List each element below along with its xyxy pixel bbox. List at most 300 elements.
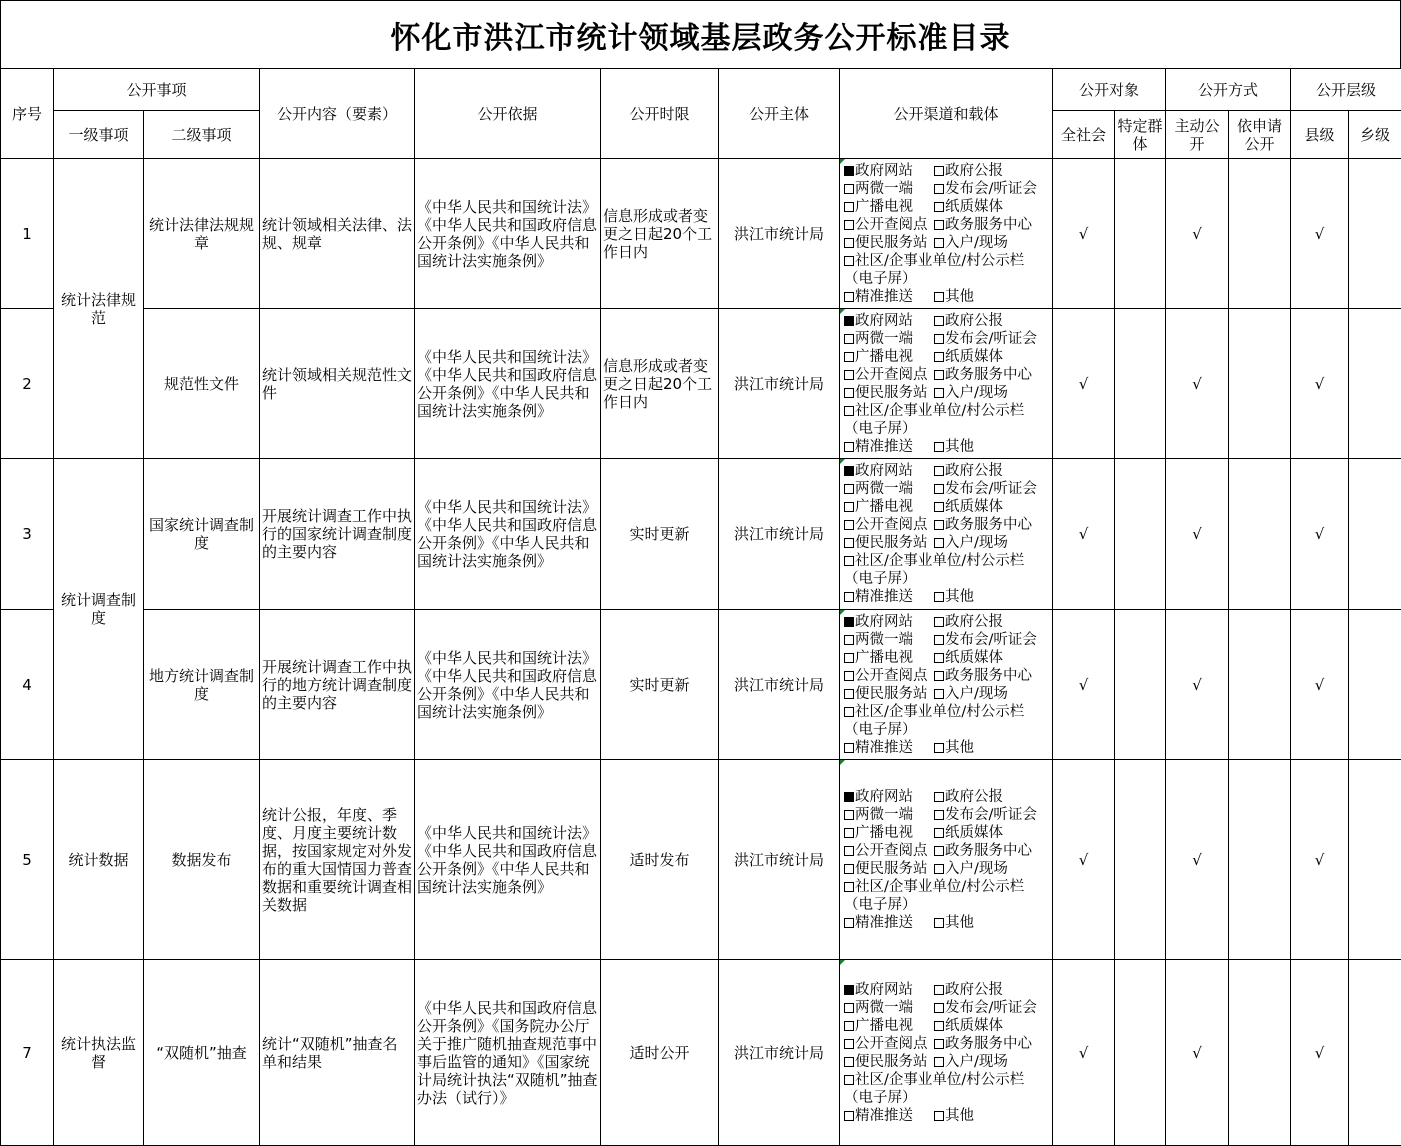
channel-option [844, 234, 934, 252]
channel-option-label: 其他 [945, 1107, 975, 1124]
unchecked-box-icon [934, 1021, 944, 1031]
channel-option [844, 216, 934, 234]
channel-option [844, 631, 934, 649]
unchecked-box-icon [934, 1003, 944, 1013]
channel-line [844, 420, 1050, 438]
check-object-all: √ [1053, 960, 1115, 1146]
cell-object-specific [1115, 159, 1166, 309]
unchecked-box-icon [844, 238, 854, 248]
channel-option-label: 便民服务站 [855, 384, 928, 401]
channel-line [844, 216, 1050, 234]
channel-option-label: 广播电视 [855, 499, 914, 515]
cell-level-town [1349, 960, 1401, 1146]
unchecked-box-icon [934, 442, 944, 452]
channel-option-label: 政府网站 [855, 788, 914, 805]
row-subject: 洪江市统计局 [719, 610, 840, 760]
unchecked-box-icon [934, 792, 944, 802]
unchecked-box-icon [844, 882, 854, 892]
channel-line [844, 878, 1050, 896]
channel-option-label: 广播电视 [855, 649, 914, 666]
row-level1: 统计法律规范 [54, 159, 144, 459]
channel-option-label: 政府网站 [855, 312, 914, 329]
channel-option [844, 498, 934, 516]
check-method-active: √ [1166, 760, 1229, 960]
check-object-all: √ [1053, 610, 1115, 760]
unchecked-box-icon [844, 388, 854, 398]
row-basis: 《中华人民共和国统计法》《中华人民共和国政府信息公开条例》《中华人民共和国统计法实施条例》 [415, 459, 601, 610]
channel-option-label: 政府公报 [945, 162, 1004, 179]
channel-option [844, 162, 934, 180]
channel-line [844, 162, 1050, 180]
channel-option [844, 180, 934, 198]
channel-option [934, 1017, 1003, 1035]
channel-line [844, 631, 1050, 649]
unchecked-box-icon [934, 202, 944, 212]
channel-option-label: 广播电视 [855, 198, 914, 215]
row-content: 统计“双随机”抽查名单和结果 [260, 960, 415, 1146]
channel-line [844, 438, 1050, 456]
row-level1: 统计数据 [54, 760, 144, 960]
channel-line [844, 824, 1050, 842]
unchecked-box-icon [844, 707, 854, 717]
channel-option [934, 438, 974, 456]
unchecked-box-icon [934, 828, 944, 838]
unchecked-box-icon [844, 653, 854, 663]
channel-line [844, 739, 1050, 757]
header-level-county: 县级 [1291, 111, 1349, 159]
channel-option [934, 1053, 1008, 1071]
row-index: 5 [1, 760, 54, 960]
cell-method-apply [1229, 159, 1291, 309]
unchecked-box-icon [934, 846, 944, 856]
channel-option [934, 631, 1037, 649]
channel-line [844, 999, 1050, 1017]
channel-option [844, 999, 934, 1017]
unchecked-box-icon [934, 635, 944, 645]
unchecked-box-icon [844, 406, 854, 416]
channel-option [844, 842, 934, 860]
channel-option [934, 366, 1032, 384]
row-content: 开展统计调查工作中执行的国家统计调查制度的主要内容 [260, 459, 415, 610]
channel-option-label: 两微一端 [855, 481, 914, 497]
channel-line [844, 588, 1050, 606]
unchecked-box-icon [844, 484, 854, 494]
channel-option-label: 两微一端 [855, 180, 914, 197]
channel-option [844, 534, 934, 552]
channel-option-label: 发布会/听证会 [945, 631, 1037, 648]
channel-option [934, 981, 1003, 999]
channel-option [844, 480, 934, 498]
unchecked-box-icon [934, 292, 944, 302]
channel-option-label: 政务服务中心 [945, 667, 1033, 684]
header-basis: 公开依据 [415, 69, 601, 159]
cell-object-specific [1115, 309, 1166, 459]
row-time-limit: 适时公开 [601, 960, 719, 1146]
checked-box-icon [844, 316, 854, 326]
channel-option [844, 552, 1024, 570]
channel-option [844, 1107, 934, 1125]
check-level-county: √ [1291, 960, 1349, 1146]
header-level: 公开层级 [1291, 69, 1401, 111]
unchecked-box-icon [844, 520, 854, 530]
header-content: 公开内容（要素） [260, 69, 415, 159]
unchecked-box-icon [934, 166, 944, 176]
channel-option-label: 其他 [945, 914, 975, 931]
unchecked-box-icon [934, 484, 944, 494]
unchecked-box-icon [934, 352, 944, 362]
channel-line [844, 721, 1050, 739]
channel-line [844, 1089, 1050, 1107]
row-content: 开展统计调查工作中执行的地方统计调查制度的主要内容 [260, 610, 415, 760]
table-row [1, 309, 1401, 459]
header-row-1 [1, 69, 1401, 111]
row-subject: 洪江市统计局 [719, 309, 840, 459]
channel-option-label: 发布会/听证会 [945, 180, 1037, 197]
channel-option-label: 两微一端 [855, 631, 914, 648]
channel-option-label: 两微一端 [855, 999, 914, 1016]
channel-option [934, 348, 1003, 366]
unchecked-box-icon [844, 846, 854, 856]
channel-line [844, 914, 1050, 932]
unchecked-box-icon [844, 256, 854, 266]
unchecked-box-icon [934, 184, 944, 194]
check-level-county: √ [1291, 159, 1349, 309]
channel-option [844, 1035, 934, 1053]
channel-option [844, 860, 934, 878]
channel-option [934, 312, 1003, 330]
channel-option [844, 366, 934, 384]
channel-option [844, 516, 934, 534]
catalog-table [0, 68, 1401, 1146]
channel-option-label: 两微一端 [855, 330, 914, 347]
header-method: 公开方式 [1166, 69, 1291, 111]
channel-line [844, 1017, 1050, 1035]
channel-option [934, 739, 974, 757]
channel-cell [840, 309, 1053, 459]
channel-option-label: 便民服务站 [855, 535, 928, 551]
channel-option [934, 516, 1032, 534]
row-subject: 洪江市统计局 [719, 760, 840, 960]
row-time-limit: 信息形成或者变更之日起20个工作日内 [601, 159, 719, 309]
channel-option-label: （电子屏） [844, 420, 917, 437]
unchecked-box-icon [844, 635, 854, 645]
check-method-active: √ [1166, 960, 1229, 1146]
cell-object-specific [1115, 960, 1166, 1146]
channel-option-label: 精准推送 [855, 589, 914, 605]
channel-option-label: 纸质媒体 [945, 1017, 1004, 1034]
channel-option-label: 便民服务站 [855, 685, 928, 702]
row-level2: 统计法律法规规章 [144, 159, 260, 309]
check-level-county: √ [1291, 459, 1349, 610]
channel-option [844, 613, 934, 631]
channel-option [934, 462, 1003, 480]
unchecked-box-icon [934, 502, 944, 512]
channel-option [934, 914, 974, 932]
cell-level-town [1349, 459, 1401, 610]
checked-box-icon [844, 985, 854, 995]
channel-line [844, 348, 1050, 366]
unchecked-box-icon [844, 828, 854, 838]
channel-option [844, 896, 917, 914]
unchecked-box-icon [844, 538, 854, 548]
channel-option-label: 政务服务中心 [945, 366, 1033, 383]
unchecked-box-icon [934, 388, 944, 398]
unchecked-box-icon [934, 671, 944, 681]
check-object-all: √ [1053, 309, 1115, 459]
channel-option [934, 649, 1003, 667]
cell-method-apply [1229, 610, 1291, 760]
row-content: 统计领域相关规范性文件 [260, 309, 415, 459]
channel-option-label: 政府网站 [855, 463, 914, 479]
unchecked-box-icon [934, 864, 944, 874]
channel-option-label: 纸质媒体 [945, 649, 1004, 666]
header-index: 序号 [1, 69, 54, 159]
cell-comment-marker [840, 960, 845, 965]
cell-level-town [1349, 309, 1401, 459]
check-method-active: √ [1166, 459, 1229, 610]
channel-option-label: 社区/企事业单位/村公示栏 [855, 878, 1025, 895]
channel-line [844, 270, 1050, 288]
channel-option [844, 649, 934, 667]
channel-option-label: 入户/现场 [945, 384, 1008, 401]
row-level2: 数据发布 [144, 760, 260, 960]
channel-option [844, 312, 934, 330]
unchecked-box-icon [934, 810, 944, 820]
channel-option-label: 入户/现场 [945, 685, 1008, 702]
channel-option [934, 806, 1037, 824]
unchecked-box-icon [844, 352, 854, 362]
unchecked-box-icon [934, 538, 944, 548]
unchecked-box-icon [934, 1039, 944, 1049]
channel-line [844, 462, 1050, 480]
channel-option [844, 348, 934, 366]
channel-line [844, 788, 1050, 806]
channel-line [844, 649, 1050, 667]
channel-option-label: 政务服务中心 [945, 517, 1033, 533]
channel-option [934, 498, 1003, 516]
channel-line [844, 842, 1050, 860]
channel-line [844, 498, 1050, 516]
check-object-all: √ [1053, 459, 1115, 610]
channel-option [844, 878, 1024, 896]
unchecked-box-icon [844, 810, 854, 820]
channel-line [844, 613, 1050, 631]
channel-option [844, 981, 934, 999]
unchecked-box-icon [934, 316, 944, 326]
check-method-active: √ [1166, 159, 1229, 309]
channel-option [844, 739, 934, 757]
unchecked-box-icon [934, 592, 944, 602]
header-method-active: 主动公开 [1166, 111, 1229, 159]
checked-box-icon [844, 617, 854, 627]
row-level2: 规范性文件 [144, 309, 260, 459]
unchecked-box-icon [844, 1111, 854, 1121]
row-index: 3 [1, 459, 54, 610]
channel-line [844, 516, 1050, 534]
unchecked-box-icon [844, 220, 854, 230]
unchecked-box-icon [844, 1075, 854, 1085]
row-level2: 国家统计调查制度 [144, 459, 260, 610]
channel-option-label: 发布会/听证会 [945, 806, 1037, 823]
cell-level-town [1349, 760, 1401, 960]
channel-option [844, 1053, 934, 1071]
channel-option [844, 384, 934, 402]
row-index: 2 [1, 309, 54, 459]
channel-line [844, 180, 1050, 198]
channel-option [934, 613, 1003, 631]
unchecked-box-icon [844, 689, 854, 699]
header-subject: 公开主体 [719, 69, 840, 159]
table-row [1, 760, 1401, 960]
unchecked-box-icon [934, 1111, 944, 1121]
channel-option-label: 纸质媒体 [945, 198, 1004, 215]
row-time-limit: 信息形成或者变更之日起20个工作日内 [601, 309, 719, 459]
channel-option-label: 广播电视 [855, 348, 914, 365]
channel-option [844, 1071, 1024, 1089]
channel-cell [840, 760, 1053, 960]
channel-option [934, 860, 1008, 878]
channel-option-label: 政府公报 [945, 981, 1004, 998]
channel-option-label: 公开查阅点 [855, 517, 928, 533]
channel-option [934, 588, 974, 606]
channel-line [844, 667, 1050, 685]
channel-option [934, 480, 1037, 498]
channel-option [934, 330, 1037, 348]
channel-option-label: 政务服务中心 [945, 216, 1033, 233]
channel-cell [840, 610, 1053, 760]
channel-line [844, 806, 1050, 824]
channel-line [844, 384, 1050, 402]
header-level1: 一级事项 [54, 111, 144, 159]
channel-option-label: 发布会/听证会 [945, 999, 1037, 1016]
channel-option [844, 330, 934, 348]
channel-option-label: 入户/现场 [945, 1053, 1008, 1070]
row-basis: 《中华人民共和国统计法》《中华人民共和国政府信息公开条例》《中华人民共和国统计法实施条例》 [415, 610, 601, 760]
header-level2: 二级事项 [144, 111, 260, 159]
check-object-all: √ [1053, 760, 1115, 960]
row-basis: 《中华人民共和国统计法》《中华人民共和国政府信息公开条例》《中华人民共和国统计法实施条例》 [415, 309, 601, 459]
cell-method-apply [1229, 459, 1291, 610]
unchecked-box-icon [934, 466, 944, 476]
row-level1: 统计执法监督 [54, 960, 144, 1146]
channel-option-label: 公开查阅点 [855, 366, 928, 383]
channel-line [844, 896, 1050, 914]
cell-comment-marker [840, 159, 845, 164]
channel-line [844, 234, 1050, 252]
row-level2: 地方统计调查制度 [144, 610, 260, 760]
unchecked-box-icon [844, 556, 854, 566]
channel-option [934, 384, 1008, 402]
channel-line [844, 330, 1050, 348]
channel-option [934, 1035, 1032, 1053]
row-index: 1 [1, 159, 54, 309]
channel-line [844, 1071, 1050, 1089]
channel-line [844, 703, 1050, 721]
channel-line [844, 288, 1050, 306]
table-row [1, 610, 1401, 760]
unchecked-box-icon [934, 1057, 944, 1067]
channel-line [844, 1035, 1050, 1053]
channel-option-label: 纸质媒体 [945, 499, 1004, 515]
channel-option [844, 588, 934, 606]
row-subject: 洪江市统计局 [719, 459, 840, 610]
row-level2: “双随机”抽查 [144, 960, 260, 1146]
channel-option [844, 685, 934, 703]
channel-option [844, 667, 934, 685]
unchecked-box-icon [934, 918, 944, 928]
channel-line [844, 534, 1050, 552]
channel-option [844, 1089, 917, 1107]
channel-option-label: 广播电视 [855, 824, 914, 841]
unchecked-box-icon [844, 1039, 854, 1049]
row-basis: 《中华人民共和国政府信息公开条例》《国务院办公厅关于推广随机抽查规范事中事后监管的通知》《国家统计局统计执法“双随机”抽查办法（试行）》 [415, 960, 601, 1146]
unchecked-box-icon [844, 1021, 854, 1031]
unchecked-box-icon [934, 370, 944, 380]
channel-option [844, 402, 1024, 420]
unchecked-box-icon [844, 918, 854, 928]
checked-box-icon [844, 792, 854, 802]
unchecked-box-icon [844, 1003, 854, 1013]
row-basis: 《中华人民共和国统计法》《中华人民共和国政府信息公开条例》《中华人民共和国统计法实施条例》 [415, 760, 601, 960]
channel-option-label: 公开查阅点 [855, 1035, 928, 1052]
channel-line [844, 570, 1050, 588]
cell-comment-marker [840, 610, 845, 615]
row-basis: 《中华人民共和国统计法》《中华人民共和国政府信息公开条例》《中华人民共和国统计法实施条例》 [415, 159, 601, 309]
header-matters: 公开事项 [54, 69, 260, 111]
channel-line [844, 552, 1050, 570]
channel-option [844, 198, 934, 216]
channel-option-label: 发布会/听证会 [945, 481, 1037, 497]
header-object-specific: 特定群体 [1115, 111, 1166, 159]
channel-option-label: 精准推送 [855, 438, 914, 455]
row-index: 4 [1, 610, 54, 760]
checked-box-icon [844, 466, 854, 476]
unchecked-box-icon [844, 743, 854, 753]
cell-method-apply [1229, 309, 1291, 459]
channel-option [844, 462, 934, 480]
channel-option-label: （电子屏） [844, 1089, 917, 1106]
channel-option-label: 政府网站 [855, 162, 914, 179]
cell-method-apply [1229, 960, 1291, 1146]
row-time-limit: 适时发布 [601, 760, 719, 960]
cell-level-town [1349, 610, 1401, 760]
channel-option-label: 入户/现场 [945, 535, 1008, 551]
row-subject: 洪江市统计局 [719, 159, 840, 309]
channel-option [844, 270, 917, 288]
channel-option-label: 其他 [945, 589, 975, 605]
check-method-active: √ [1166, 309, 1229, 459]
channel-line [844, 402, 1050, 420]
unchecked-box-icon [934, 985, 944, 995]
row-subject: 洪江市统计局 [719, 960, 840, 1146]
channel-option [934, 1107, 974, 1125]
unchecked-box-icon [844, 292, 854, 302]
channel-option-label: 公开查阅点 [855, 842, 928, 859]
unchecked-box-icon [934, 743, 944, 753]
channel-option [844, 788, 934, 806]
channel-option-label: 社区/企事业单位/村公示栏 [855, 703, 1025, 720]
check-level-county: √ [1291, 610, 1349, 760]
unchecked-box-icon [844, 592, 854, 602]
header-method-apply: 依申请公开 [1229, 111, 1291, 159]
unchecked-box-icon [844, 334, 854, 344]
channel-option [934, 198, 1003, 216]
cell-object-specific [1115, 760, 1166, 960]
channel-option [934, 162, 1003, 180]
channel-option-label: 公开查阅点 [855, 216, 928, 233]
channel-option-label: 精准推送 [855, 288, 914, 305]
channel-option [844, 703, 1024, 721]
